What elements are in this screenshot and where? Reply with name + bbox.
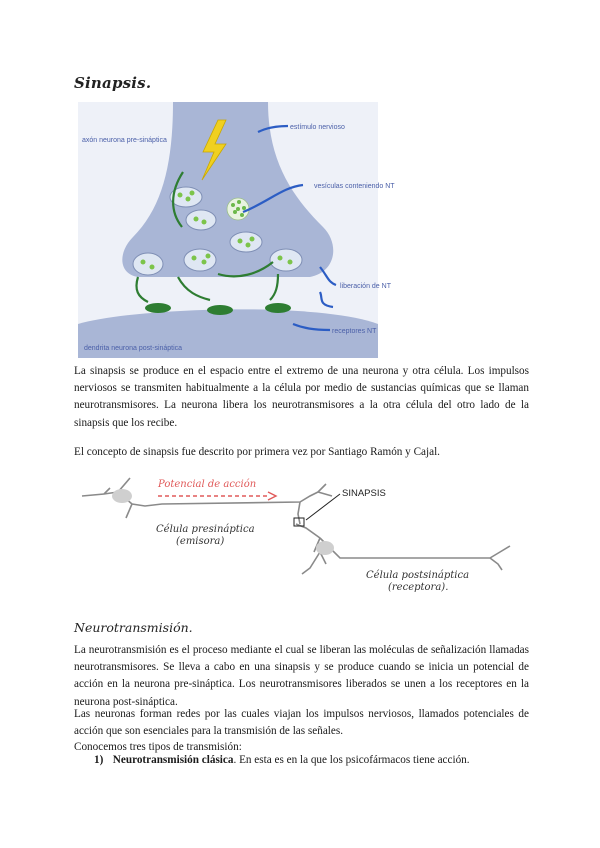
label-post-line2: (receptora). [388, 582, 449, 593]
label-pre-line1: Célula presináptica [156, 524, 255, 535]
label-pre-line2: (emisora) [176, 536, 225, 547]
paragraph-cajal: El concepto de sinapsis fue descrito por primera vez por Santiago Ramón y Cajal. [74, 446, 440, 458]
list-item-text: . En esta es en la que los psicofármacos tiene acción. [233, 754, 470, 766]
synapse-diagram [78, 102, 395, 358]
list-item-title: Neurotransmisión clásica [112, 754, 234, 766]
label-potential: Potencial de acción [158, 479, 257, 490]
label-release: liberación de NT [340, 283, 391, 290]
list-number: 1) [94, 754, 104, 766]
paragraph-types-intro: Conocemos tres tipos de transmisión: [74, 741, 242, 753]
neuron-sketch [70, 466, 530, 598]
label-axon: axón neurona pre-sináptica [82, 137, 167, 144]
paragraph-intro: La sinapsis se produce en el espacio entre el extremo de una neurona y otra célula. Los impulsos nerviosos se transmiten habitualmente a la célula por medio de sustancias químicas que se llaman neurotransmisores. La neurona libera los neurotransmisores a la otra célula del otro lado de la sinapsis que los recibe. [74, 365, 529, 429]
transmission-types-list [94, 752, 470, 769]
label-vesicles: vesículas conteniendo NT [314, 183, 395, 190]
paragraph-neurotransmission: La neurotransmisión es el proceso mediante el cual se liberan las moléculas de señalización llamadas neurotransmisores. Se lleva a cabo en una sinapsis y se produce cuando se inicia un potencial de acción en la neurona pre-sináptica. Los neurotransmisores liberados se unen a los receptores en la neurona post-sináptica. [74, 644, 529, 708]
page-title: Sinapsis. [74, 74, 152, 92]
label-dendrite: dendrita neurona post-sináptica [84, 345, 183, 352]
label-synapse: SINAPSIS [342, 488, 386, 499]
label-post-line1: Célula postsináptica [366, 570, 470, 581]
paragraph-networks: Las neuronas forman redes por las cuales viajan los impulsos nerviosos, llamados potenciales de acción que son esenciales para la transmisión de las señales. [74, 708, 529, 738]
section-title: Neurotransmisión. [74, 620, 193, 635]
label-stimulus: estímulo nervioso [290, 124, 345, 131]
list-item [94, 752, 470, 769]
label-receptors: receptores NT [332, 328, 377, 335]
